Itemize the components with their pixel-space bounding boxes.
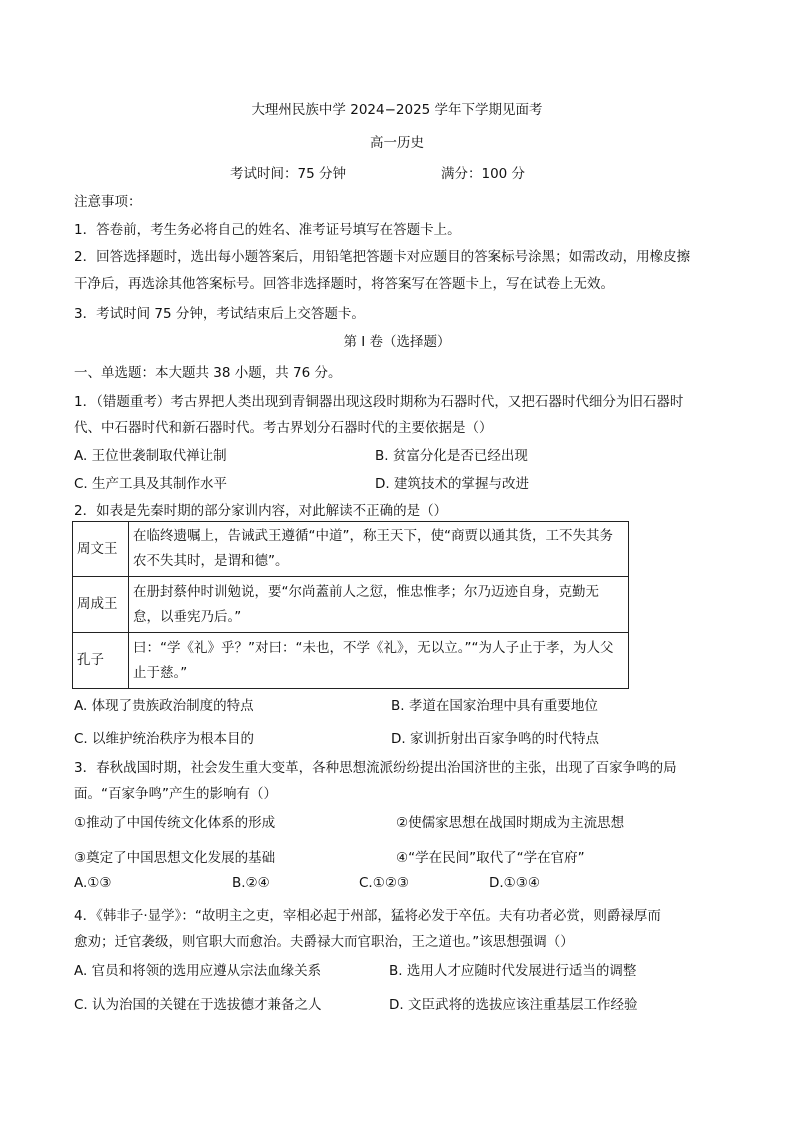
family-precepts-table <box>72 521 629 689</box>
exam-time: 考试时间：75 分钟 <box>230 166 346 182</box>
q2-option-a: A. 体现了贵族政治制度的特点 <box>74 698 254 714</box>
q2-stem: 2．如表是先秦时期的部分家训内容，对此解读不正确的是（） <box>74 503 448 519</box>
notice-item-3: 3．考试时间 75 分钟，考试结束后上交答题卡。 <box>74 306 365 322</box>
q1-option-a: A. 王位世袭制取代禅让制 <box>74 448 227 464</box>
q1-option-b: B. 贫富分化是否已经出现 <box>375 448 528 464</box>
notice-item-1: 1．答卷前，考生务必将自己的姓名、准考证号填写在答题卡上。 <box>74 222 461 238</box>
q4-option-c: C. 认为治国的关键在于选拔德才兼备之人 <box>74 997 322 1013</box>
notice-item-2-line-2: 干净后，再选涂其他答案标号。回答非选择题时，将答案写在答题卡上，写在试卷上无效。 <box>74 276 614 292</box>
q2-option-d: D. 家训折射出百家争鸣的时代特点 <box>391 731 599 747</box>
table-cell-person: 周文王 <box>73 522 129 577</box>
q3-option-d: D.①③④ <box>489 875 540 891</box>
q4-option-d: D. 文臣武将的选拔应该注重基层工作经验 <box>389 997 638 1013</box>
q4-stem-line-2: 愈劝；迁官袭级，则官职大而愈治。夫爵禄大而官职治，王之道也。”该思想强调（） <box>74 934 574 950</box>
q3-stem-line-2: 面。“百家争鸣”产生的影响有（） <box>74 786 277 802</box>
q4-option-a: A. 官员和将领的选用应遵从宗法血缘关系 <box>74 963 322 979</box>
q3-option-a: A.①③ <box>74 875 112 891</box>
table-row <box>73 522 629 577</box>
exam-score: 满分：100 分 <box>441 166 526 182</box>
q1-option-d: D. 建筑技术的掌握与改进 <box>375 476 529 492</box>
exam-title: 大理州民族中学 2024−2025 学年下学期见面考 <box>251 102 543 118</box>
q4-option-b: B. 选用人才应随时代发展进行适当的调整 <box>389 963 637 979</box>
q1-stem-line-1: 1．（错题重考）考古界把人类出现到青铜器出现这段时期称为石器时代，又把石器时代细分为旧石器时 <box>74 394 684 410</box>
notice-heading: 注意事项： <box>74 194 142 210</box>
table-cell-content: 曰：“学《礼》乎？”对曰：“未也，不学《礼》，无以立。”“为人子止于孝，为人父止于慈。” <box>129 633 629 689</box>
table-cell-person: 周成王 <box>73 577 129 633</box>
q1-stem-line-2: 代、中石器时代和新石器时代。考古界划分石器时代的主要依据是（） <box>74 420 493 436</box>
notice-item-2-line-1: 2．回答选择题时，选出每小题答案后，用铅笔把答题卡对应题目的答案标号涂黑；如需改动，用橡皮擦 <box>74 249 691 265</box>
q3-statement-2: ②使儒家思想在战国时期成为主流思想 <box>396 815 625 831</box>
table-cell-content: 在册封蔡仲时训勉说，要“尔尚蓋前人之愆，惟忠惟孝；尔乃迈迹自身，克勤无怠，以垂宪乃后。” <box>129 577 629 633</box>
q1-option-c: C. 生产工具及其制作水平 <box>74 476 228 492</box>
q3-statement-4: ④“学在民间”取代了“学在官府” <box>396 850 585 866</box>
table-row <box>73 577 629 633</box>
q3-option-b: B.②④ <box>232 875 270 891</box>
q2-option-c: C. 以维护统治秩序为根本目的 <box>74 731 255 747</box>
table-row <box>73 633 629 689</box>
section-title: 第 I 卷（选择题） <box>343 334 451 350</box>
q3-stem-line-1: 3．春秋战国时期，社会发生重大变革，各种思想流派纷纷提出治国济世的主张，出现了百家争鸣的局 <box>74 760 677 776</box>
exam-subject: 高一历史 <box>370 135 424 151</box>
q2-option-b: B. 孝道在国家治理中具有重要地位 <box>391 698 598 714</box>
q3-option-c: C.①②③ <box>359 875 410 891</box>
table-cell-person: 孔子 <box>73 633 129 689</box>
q3-statement-3: ③奠定了中国思想文化发展的基础 <box>74 850 276 866</box>
table-cell-content: 在临终遗嘱上，告诫武王遵循“中道”，称王天下，使“商贾以通其货，工不失其务农不失其时，是谓和德”。 <box>129 522 629 577</box>
q3-statement-1: ①推动了中国传统文化体系的形成 <box>74 815 276 831</box>
section-intro: 一、单选题：本大题共 38 小题，共 76 分。 <box>74 365 342 381</box>
q4-stem-line-1: 4．《韩非子·显学》：“故明主之吏，宰相必起于州部，猛将必发于卒伍。夫有功者必赏，则爵禄厚而 <box>74 908 661 924</box>
